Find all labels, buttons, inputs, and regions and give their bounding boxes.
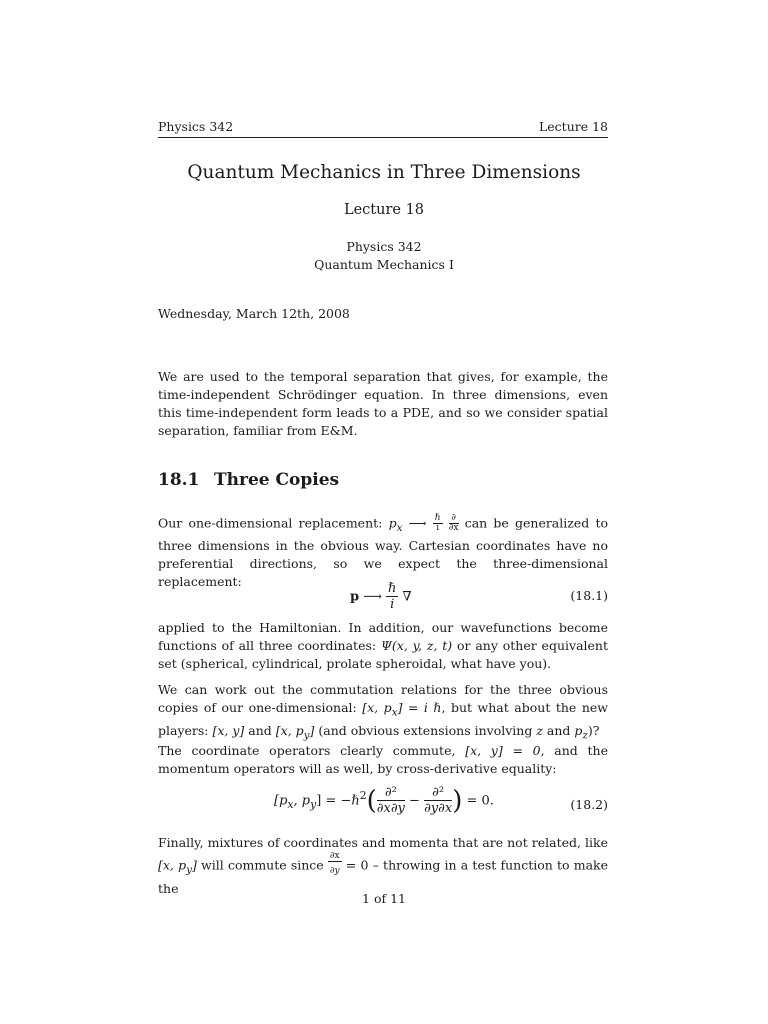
paragraph-hamiltonian: applied to the Hamiltonian. In addition, our wavefunctions become functions of all three coordinates: Ψ(x, y, z, t) or any other equivalent set (spherical, cylindrical, prolate spheroidal, what have you). — [158, 620, 608, 671]
section-number: 18.1 — [158, 470, 200, 490]
course-name: Quantum Mechanics I — [314, 257, 454, 272]
partial-x-over-partial-y: $\frac{\partial x}{\partial y}$ — [329, 851, 340, 877]
paragraph-replacement: Our one-dimensional replacement: $p_x$ ⟶ $\frac{\text{ℏ}}{i}$ $\frac{\partial}{\partial x}$ can be generalized to three dimensions in the obvious way. Cartesian coordinates have no preferential directions, so we expect the three-dimensional replacement: — [158, 513, 608, 589]
intro-paragraph: We are used to the temporal separation that gives, for example, the time-independent Schrödinger equation. In three dimensions, even this time-independent form leads to a PDE, and so we consider spatial separation, familiar from E&M. — [158, 369, 608, 438]
header-course: Physics 342 — [158, 119, 234, 134]
lecture-date: Wednesday, March 12th, 2008 — [158, 306, 350, 321]
course-block — [0, 238, 768, 274]
page-number: 1 of 11 — [362, 891, 406, 906]
equation-number: (18.2) — [570, 797, 608, 812]
course-number: Physics 342 — [346, 239, 422, 254]
paragraph-mixtures: Finally, mixtures of coordinates and momenta that are not related, like [x, $p_y$] will commute since $\frac{\partial x}{\partial y} = 0$ – throwing in a test function to make the — [158, 835, 609, 897]
document-subtitle: Lecture 18 — [343, 202, 425, 218]
partial-over-partial-x: $\frac{\partial}{\partial x}$ — [448, 513, 459, 534]
hbar-over-i: $\frac{\text{ℏ}}{i}$ — [434, 513, 441, 534]
header-lecture: Lecture 18 — [538, 119, 608, 134]
equation-18-1-body: p ⟶ $\frac{\text{ℏ}}{i}$ ∇ — [350, 581, 412, 612]
section-title: Three Copies — [214, 470, 340, 490]
equation-number: (18.1) — [570, 588, 608, 603]
paragraph-coordinates-commute: The coordinate operators clearly commute, [x, y] = 0, and the momentum operators will as well, by cross-derivative equality: — [158, 743, 608, 776]
equation-18-2-body: [$p_x$, $p_y$] = −ℏ$^2$( $\frac{\text{∂²}}{\partial x\partial y}$ − $\frac{\text{∂²}}{\partial y\partial x}) = 0$. — [274, 785, 494, 816]
paragraph-commutation: We can work out the commutation relations for the three obvious copies of our one-dimensional: [x, $p_x] = i$ ℏ, but what about the new players: [x, y] and [x, $p_y$] (and obvious extensions involving z and $p_z$)? — [158, 682, 608, 741]
section-heading — [158, 470, 339, 490]
equation-18-1 — [158, 582, 608, 612]
running-header — [158, 119, 608, 138]
equation-18-2 — [158, 784, 608, 828]
document-title: Quantum Mechanics in Three Dimensions — [187, 162, 581, 183]
